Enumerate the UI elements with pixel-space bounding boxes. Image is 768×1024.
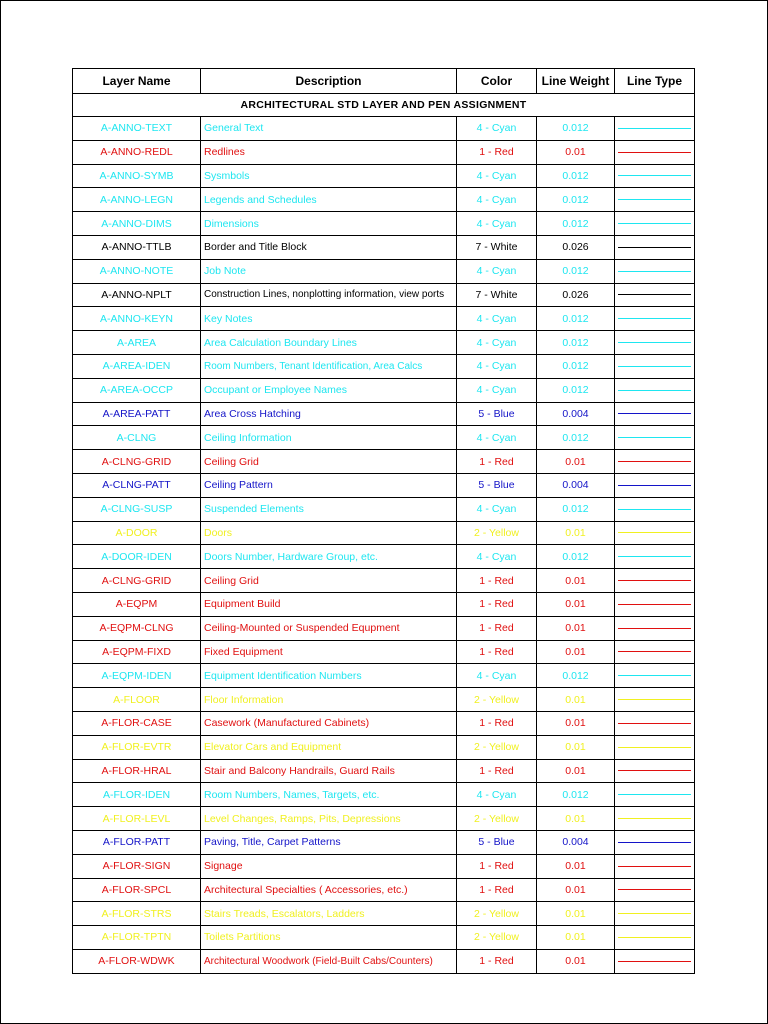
line-type-cell <box>615 117 695 141</box>
layer-name-cell: A-FLOR-LEVL <box>73 807 201 831</box>
color-cell: 4 - Cyan <box>457 378 537 402</box>
description-cell: Floor Information <box>201 688 457 712</box>
line-weight-cell: 0.004 <box>537 830 615 854</box>
color-cell: 4 - Cyan <box>457 117 537 141</box>
line-weight-cell: 0.012 <box>537 259 615 283</box>
line-type-sample <box>618 770 691 771</box>
line-type-cell <box>615 140 695 164</box>
layer-name-cell: A-ANNO-NOTE <box>73 259 201 283</box>
line-type-sample <box>618 723 691 724</box>
color-cell: 4 - Cyan <box>457 426 537 450</box>
line-weight-cell: 0.01 <box>537 616 615 640</box>
line-weight-cell: 0.01 <box>537 854 615 878</box>
layer-name-cell: A-ANNO-REDL <box>73 140 201 164</box>
line-weight-cell: 0.01 <box>537 688 615 712</box>
line-type-sample <box>618 342 691 343</box>
line-type-cell <box>615 473 695 497</box>
line-type-cell <box>615 235 695 259</box>
description-cell: Ceiling Grid <box>201 569 457 593</box>
color-cell: 2 - Yellow <box>457 807 537 831</box>
line-type-cell <box>615 878 695 902</box>
line-weight-cell: 0.012 <box>537 378 615 402</box>
description-cell: Stair and Balcony Handrails, Guard Rails <box>201 759 457 783</box>
description-cell: Key Notes <box>201 307 457 331</box>
line-weight-cell: 0.01 <box>537 140 615 164</box>
color-cell: 2 - Yellow <box>457 902 537 926</box>
line-type-cell <box>615 807 695 831</box>
line-type-sample <box>618 485 691 486</box>
layer-name-cell: A-FLOR-IDEN <box>73 783 201 807</box>
line-weight-cell: 0.01 <box>537 640 615 664</box>
color-cell: 1 - Red <box>457 854 537 878</box>
color-cell: 7 - White <box>457 283 537 307</box>
line-type-sample <box>618 794 691 795</box>
line-weight-cell: 0.01 <box>537 902 615 926</box>
description-cell: Level Changes, Ramps, Pits, Depressions <box>201 807 457 831</box>
line-type-cell <box>615 711 695 735</box>
color-cell: 1 - Red <box>457 450 537 474</box>
color-cell: 4 - Cyan <box>457 188 537 212</box>
header-color: Color <box>457 69 537 94</box>
line-type-cell <box>615 902 695 926</box>
description-cell: Area Cross Hatching <box>201 402 457 426</box>
line-weight-cell: 0.012 <box>537 117 615 141</box>
line-type-sample <box>618 390 691 391</box>
layer-name-cell: A-FLOR-TPTN <box>73 926 201 950</box>
line-type-cell <box>615 212 695 236</box>
header-row <box>73 69 695 94</box>
line-type-cell <box>615 688 695 712</box>
line-weight-cell: 0.01 <box>537 926 615 950</box>
line-type-sample <box>618 509 691 510</box>
description-cell: Doors Number, Hardware Group, etc. <box>201 545 457 569</box>
description-cell: Redlines <box>201 140 457 164</box>
line-type-cell <box>615 545 695 569</box>
line-type-sample <box>618 747 691 748</box>
description-cell: Suspended Elements <box>201 497 457 521</box>
line-type-cell <box>615 783 695 807</box>
line-type-cell <box>615 450 695 474</box>
line-weight-cell: 0.012 <box>537 664 615 688</box>
line-weight-cell: 0.012 <box>537 354 615 378</box>
description-cell: Architectural Woodwork (Field-Built Cabs/Counters) <box>201 949 457 973</box>
line-weight-cell: 0.01 <box>537 592 615 616</box>
line-type-sample <box>618 128 691 129</box>
line-type-sample <box>618 223 691 224</box>
table-row <box>73 807 695 831</box>
color-cell: 2 - Yellow <box>457 926 537 950</box>
layer-name-cell: A-FLOR-STRS <box>73 902 201 926</box>
color-cell: 1 - Red <box>457 616 537 640</box>
line-type-sample <box>618 199 691 200</box>
line-type-sample <box>618 604 691 605</box>
line-type-sample <box>618 818 691 819</box>
layer-name-cell: A-ANNO-NPLT <box>73 283 201 307</box>
line-type-cell <box>615 664 695 688</box>
description-cell: Construction Lines, nonplotting information, view ports <box>201 283 457 307</box>
table-row <box>73 616 695 640</box>
description-cell: Legends and Schedules <box>201 188 457 212</box>
layer-name-cell: A-ANNO-LEGN <box>73 188 201 212</box>
line-type-cell <box>615 426 695 450</box>
line-type-cell <box>615 830 695 854</box>
layer-name-cell: A-FLOR-HRAL <box>73 759 201 783</box>
line-type-sample <box>618 675 691 676</box>
line-type-cell <box>615 378 695 402</box>
line-weight-cell: 0.012 <box>537 331 615 355</box>
layer-name-cell: A-FLOR-PATT <box>73 830 201 854</box>
color-cell: 1 - Red <box>457 949 537 973</box>
line-type-sample <box>618 413 691 414</box>
color-cell: 1 - Red <box>457 140 537 164</box>
description-cell: Casework (Manufactured Cabinets) <box>201 711 457 735</box>
description-cell: Ceiling Pattern <box>201 473 457 497</box>
line-type-sample <box>618 437 691 438</box>
line-type-sample <box>618 842 691 843</box>
table-row <box>73 592 695 616</box>
line-type-sample <box>618 366 691 367</box>
line-type-sample <box>618 651 691 652</box>
layer-name-cell: A-FLOR-SIGN <box>73 854 201 878</box>
line-weight-cell: 0.01 <box>537 521 615 545</box>
table-row <box>73 450 695 474</box>
line-type-cell <box>615 735 695 759</box>
table-row <box>73 926 695 950</box>
table-row <box>73 759 695 783</box>
line-type-cell <box>615 521 695 545</box>
table-row <box>73 402 695 426</box>
color-cell: 2 - Yellow <box>457 688 537 712</box>
line-weight-cell: 0.01 <box>537 759 615 783</box>
layer-name-cell: A-EQPM-FIXD <box>73 640 201 664</box>
line-type-cell <box>615 569 695 593</box>
table-row <box>73 283 695 307</box>
line-weight-cell: 0.01 <box>537 735 615 759</box>
color-cell: 4 - Cyan <box>457 164 537 188</box>
line-weight-cell: 0.012 <box>537 497 615 521</box>
line-type-sample <box>618 961 691 962</box>
description-cell: Elevator Cars and Equipment <box>201 735 457 759</box>
color-cell: 4 - Cyan <box>457 545 537 569</box>
layer-table <box>72 68 695 974</box>
description-cell: Signage <box>201 854 457 878</box>
description-cell: Room Numbers, Names, Targets, etc. <box>201 783 457 807</box>
table-row <box>73 140 695 164</box>
color-cell: 1 - Red <box>457 711 537 735</box>
description-cell: Sysmbols <box>201 164 457 188</box>
line-type-cell <box>615 164 695 188</box>
color-cell: 4 - Cyan <box>457 354 537 378</box>
table-body <box>73 117 695 974</box>
color-cell: 1 - Red <box>457 569 537 593</box>
layer-name-cell: A-EQPM-IDEN <box>73 664 201 688</box>
table-row <box>73 164 695 188</box>
color-cell: 2 - Yellow <box>457 521 537 545</box>
line-type-sample <box>618 913 691 914</box>
line-type-sample <box>618 532 691 533</box>
table-row <box>73 331 695 355</box>
description-cell: Stairs Treads, Escalators, Ladders <box>201 902 457 926</box>
line-weight-cell: 0.01 <box>537 711 615 735</box>
layer-name-cell: A-AREA <box>73 331 201 355</box>
line-type-cell <box>615 616 695 640</box>
layer-name-cell: A-AREA-OCCP <box>73 378 201 402</box>
color-cell: 4 - Cyan <box>457 497 537 521</box>
table-row <box>73 711 695 735</box>
line-weight-cell: 0.01 <box>537 569 615 593</box>
line-type-cell <box>615 402 695 426</box>
title-row <box>73 94 695 117</box>
color-cell: 1 - Red <box>457 759 537 783</box>
line-weight-cell: 0.004 <box>537 402 615 426</box>
line-type-cell <box>615 259 695 283</box>
line-type-sample <box>618 889 691 890</box>
line-type-cell <box>615 854 695 878</box>
layer-name-cell: A-CLNG-GRID <box>73 569 201 593</box>
color-cell: 7 - White <box>457 235 537 259</box>
table-row <box>73 640 695 664</box>
line-type-sample <box>618 294 691 295</box>
layer-name-cell: A-CLNG-SUSP <box>73 497 201 521</box>
layer-name-cell: A-EQPM <box>73 592 201 616</box>
color-cell: 1 - Red <box>457 592 537 616</box>
line-type-cell <box>615 188 695 212</box>
header-layer-name: Layer Name <box>73 69 201 94</box>
description-cell: Ceiling Information <box>201 426 457 450</box>
description-cell: Job Note <box>201 259 457 283</box>
line-weight-cell: 0.01 <box>537 450 615 474</box>
line-type-sample <box>618 271 691 272</box>
table-row <box>73 830 695 854</box>
color-cell: 4 - Cyan <box>457 212 537 236</box>
line-type-cell <box>615 926 695 950</box>
layer-name-cell: A-AREA-PATT <box>73 402 201 426</box>
layer-name-cell: A-FLOOR <box>73 688 201 712</box>
table-row <box>73 426 695 450</box>
description-cell: Ceiling-Mounted or Suspended Equpment <box>201 616 457 640</box>
table-row <box>73 354 695 378</box>
layer-name-cell: A-ANNO-TTLB <box>73 235 201 259</box>
description-cell: Room Numbers, Tenant Identification, Area Calcs <box>201 354 457 378</box>
line-type-sample <box>618 699 691 700</box>
header-line-weight: Line Weight <box>537 69 615 94</box>
layer-name-cell: A-ANNO-TEXT <box>73 117 201 141</box>
color-cell: 5 - Blue <box>457 402 537 426</box>
line-type-sample <box>618 937 691 938</box>
line-type-cell <box>615 497 695 521</box>
line-type-cell <box>615 307 695 331</box>
table-row <box>73 545 695 569</box>
line-weight-cell: 0.012 <box>537 188 615 212</box>
line-weight-cell: 0.012 <box>537 783 615 807</box>
color-cell: 1 - Red <box>457 878 537 902</box>
line-type-cell <box>615 640 695 664</box>
table-row <box>73 117 695 141</box>
table-row <box>73 949 695 973</box>
line-type-cell <box>615 759 695 783</box>
table-title: ARCHITECTURAL STD LAYER AND PEN ASSIGNMENT <box>73 94 695 117</box>
description-cell: Toilets Partitions <box>201 926 457 950</box>
line-type-sample <box>618 175 691 176</box>
table-row <box>73 688 695 712</box>
line-type-cell <box>615 283 695 307</box>
line-weight-cell: 0.012 <box>537 545 615 569</box>
description-cell: Doors <box>201 521 457 545</box>
table-row <box>73 307 695 331</box>
line-type-sample <box>618 152 691 153</box>
table-row <box>73 235 695 259</box>
description-cell: General Text <box>201 117 457 141</box>
layer-name-cell: A-DOOR-IDEN <box>73 545 201 569</box>
line-weight-cell: 0.01 <box>537 878 615 902</box>
layer-name-cell: A-CLNG-PATT <box>73 473 201 497</box>
header-line-type: Line Type <box>615 69 695 94</box>
table-row <box>73 212 695 236</box>
description-cell: Border and Title Block <box>201 235 457 259</box>
color-cell: 4 - Cyan <box>457 783 537 807</box>
description-cell: Ceiling Grid <box>201 450 457 474</box>
table-row <box>73 473 695 497</box>
description-cell: Dimensions <box>201 212 457 236</box>
line-type-sample <box>618 247 691 248</box>
line-type-cell <box>615 354 695 378</box>
layer-name-cell: A-AREA-IDEN <box>73 354 201 378</box>
color-cell: 5 - Blue <box>457 473 537 497</box>
layer-name-cell: A-DOOR <box>73 521 201 545</box>
line-type-sample <box>618 628 691 629</box>
color-cell: 4 - Cyan <box>457 307 537 331</box>
layer-name-cell: A-FLOR-EVTR <box>73 735 201 759</box>
layer-name-cell: A-EQPM-CLNG <box>73 616 201 640</box>
table-row <box>73 378 695 402</box>
line-weight-cell: 0.012 <box>537 426 615 450</box>
color-cell: 4 - Cyan <box>457 331 537 355</box>
table-row <box>73 569 695 593</box>
layer-name-cell: A-FLOR-CASE <box>73 711 201 735</box>
table-row <box>73 878 695 902</box>
line-weight-cell: 0.026 <box>537 235 615 259</box>
color-cell: 4 - Cyan <box>457 259 537 283</box>
line-weight-cell: 0.012 <box>537 212 615 236</box>
line-weight-cell: 0.004 <box>537 473 615 497</box>
description-cell: Occupant or Employee Names <box>201 378 457 402</box>
line-type-cell <box>615 331 695 355</box>
description-cell: Equipment Build <box>201 592 457 616</box>
line-weight-cell: 0.01 <box>537 807 615 831</box>
line-weight-cell: 0.012 <box>537 164 615 188</box>
line-weight-cell: 0.01 <box>537 949 615 973</box>
description-cell: Equipment Identification Numbers <box>201 664 457 688</box>
header-description: Description <box>201 69 457 94</box>
layer-name-cell: A-FLOR-SPCL <box>73 878 201 902</box>
color-cell: 4 - Cyan <box>457 664 537 688</box>
table-row <box>73 259 695 283</box>
line-type-sample <box>618 461 691 462</box>
table-row <box>73 521 695 545</box>
table-row <box>73 854 695 878</box>
table-row <box>73 783 695 807</box>
line-type-sample <box>618 556 691 557</box>
table-row <box>73 497 695 521</box>
description-cell: Paving, Title, Carpet Patterns <box>201 830 457 854</box>
layer-name-cell: A-CLNG-GRID <box>73 450 201 474</box>
description-cell: Fixed Equipment <box>201 640 457 664</box>
color-cell: 1 - Red <box>457 640 537 664</box>
line-type-sample <box>618 866 691 867</box>
layer-name-cell: A-ANNO-DIMS <box>73 212 201 236</box>
line-weight-cell: 0.012 <box>537 307 615 331</box>
line-type-cell <box>615 592 695 616</box>
table-row <box>73 664 695 688</box>
table-row <box>73 735 695 759</box>
line-type-sample <box>618 580 691 581</box>
color-cell: 2 - Yellow <box>457 735 537 759</box>
table-row <box>73 902 695 926</box>
line-type-sample <box>618 318 691 319</box>
line-type-cell <box>615 949 695 973</box>
layer-name-cell: A-ANNO-KEYN <box>73 307 201 331</box>
layer-name-cell: A-CLNG <box>73 426 201 450</box>
description-cell: Architectural Specialties ( Accessories, etc.) <box>201 878 457 902</box>
line-weight-cell: 0.026 <box>537 283 615 307</box>
layer-name-cell: A-ANNO-SYMB <box>73 164 201 188</box>
description-cell: Area Calculation Boundary Lines <box>201 331 457 355</box>
color-cell: 5 - Blue <box>457 830 537 854</box>
layer-name-cell: A-FLOR-WDWK <box>73 949 201 973</box>
table-row <box>73 188 695 212</box>
